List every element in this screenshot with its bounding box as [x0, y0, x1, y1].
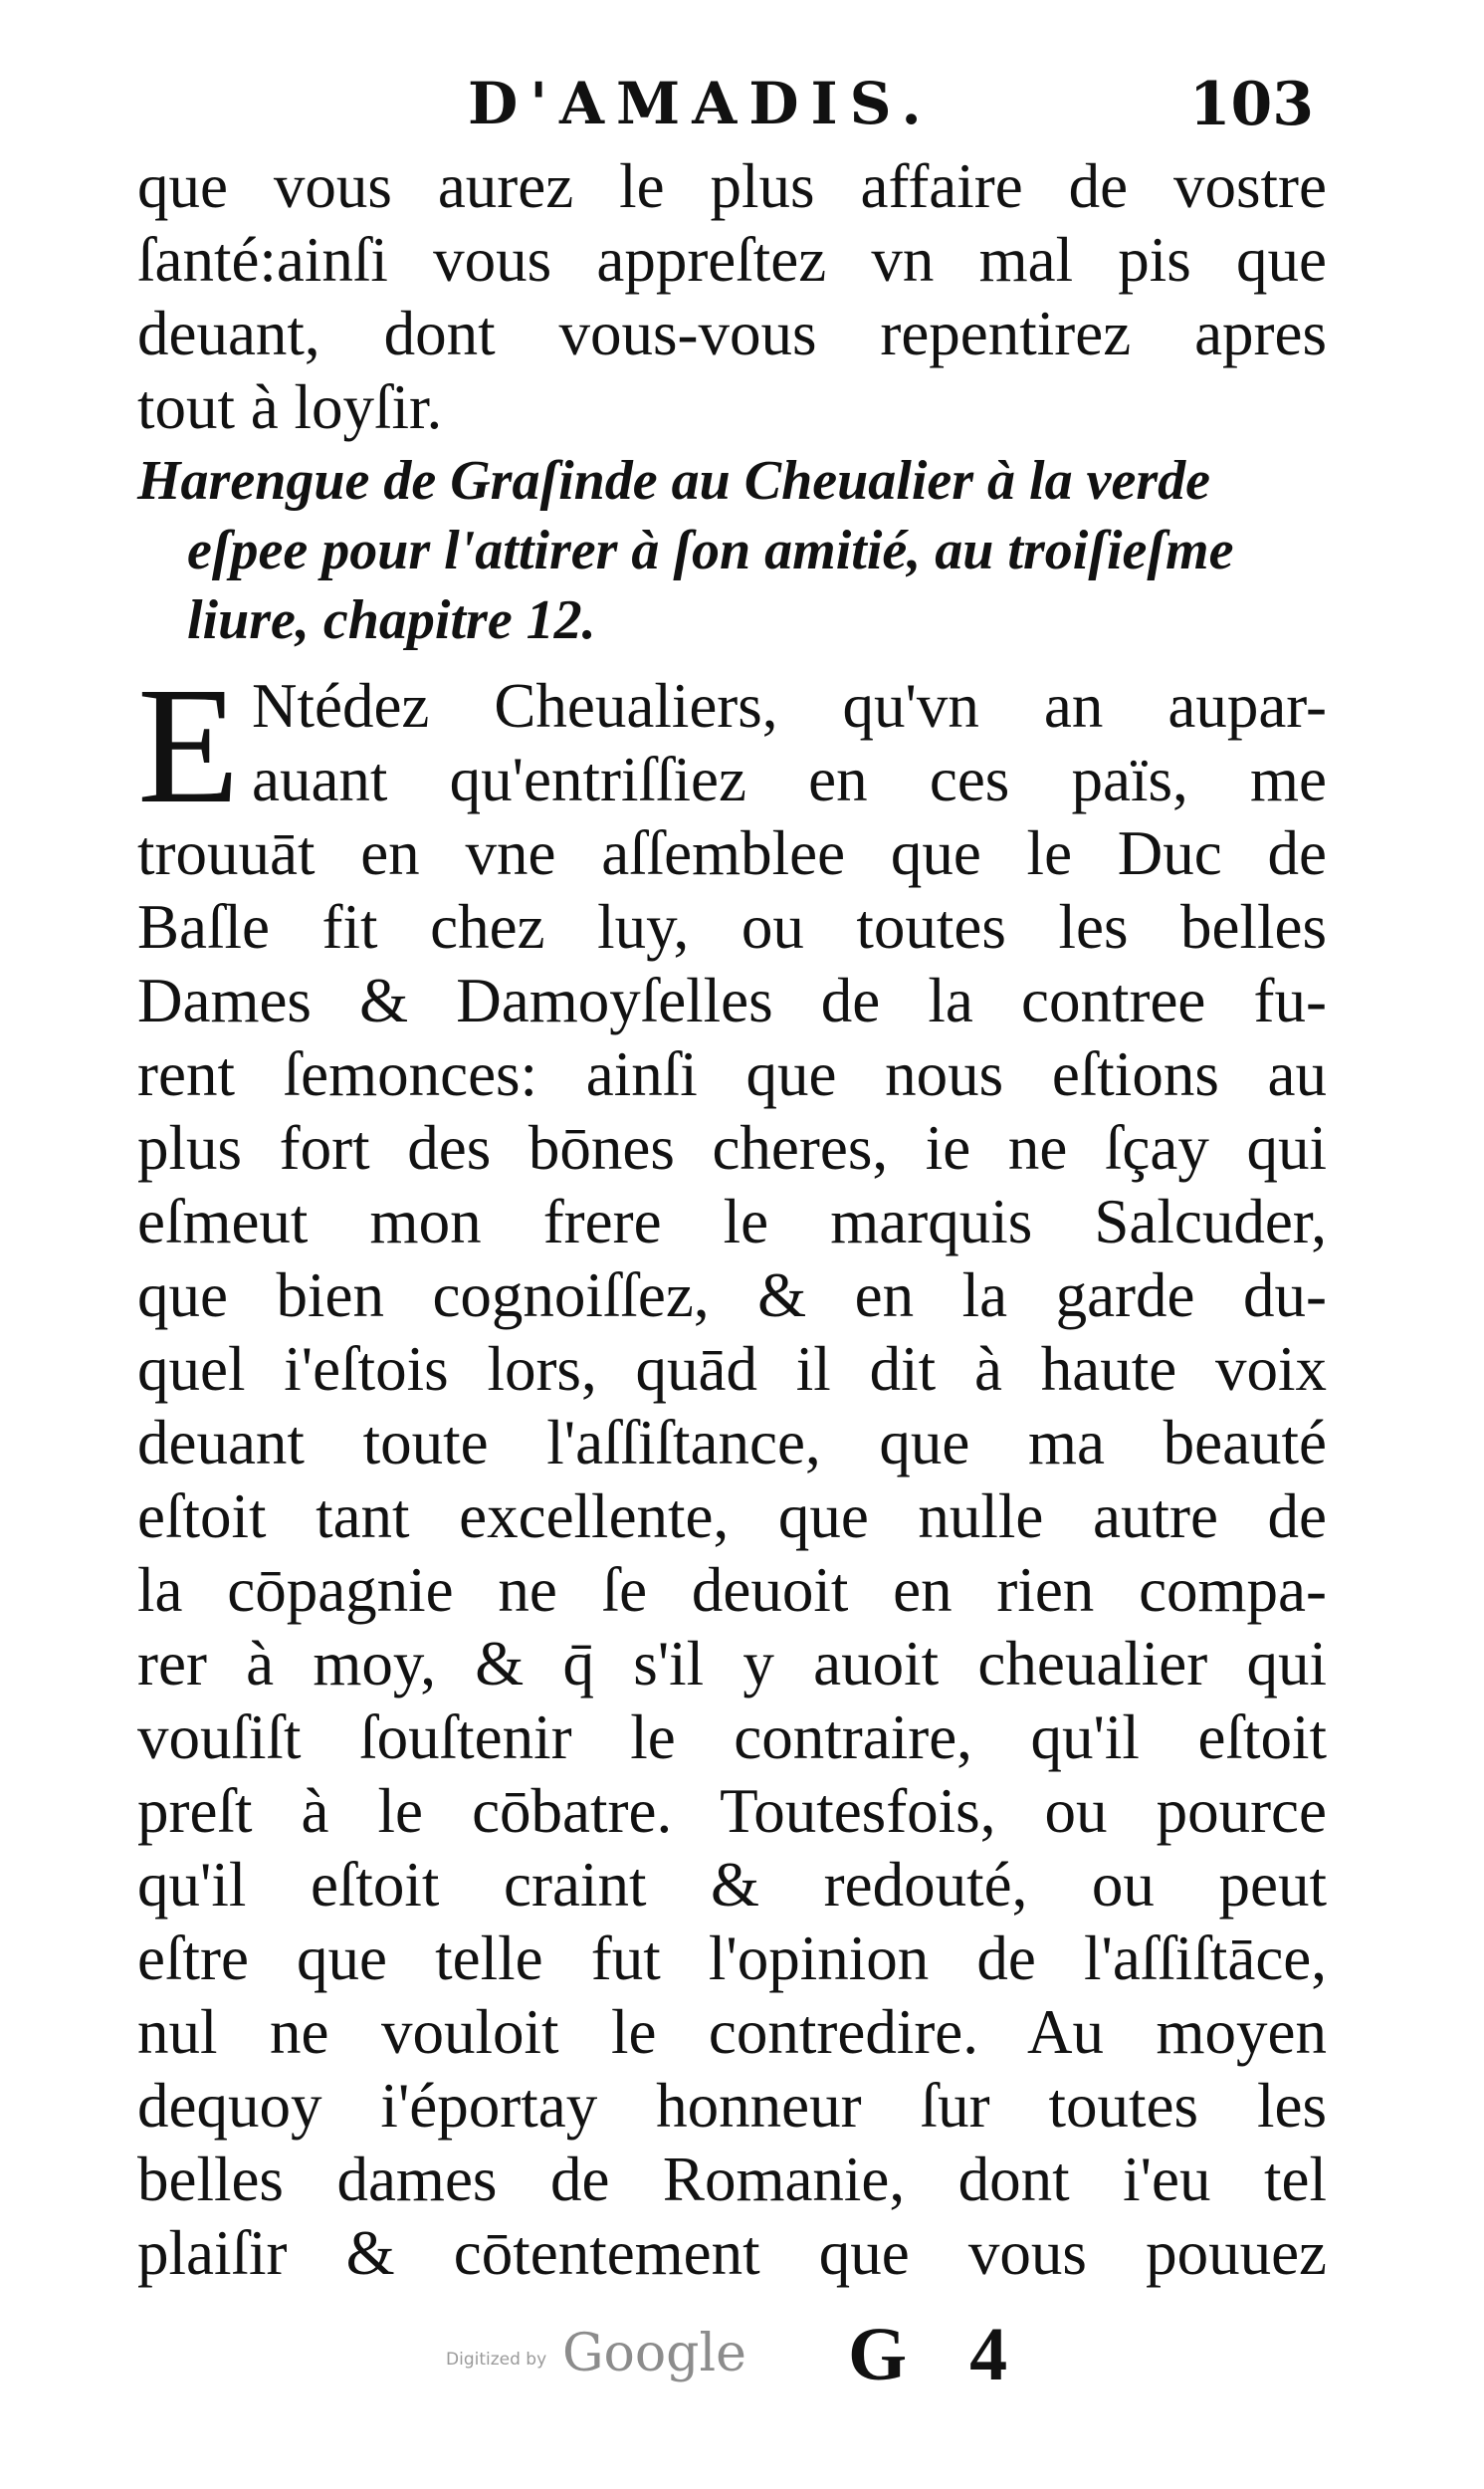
text-line: qu'il eſtoit craint & redouté, ou peut	[137, 1850, 1327, 1920]
text-line: Ntédez Cheualiers, qu'vn an aupar-	[252, 671, 1327, 741]
heading-line: eſpee pour l'attirer à ſon amitié, au troiſieſme	[187, 520, 1234, 581]
signature-mark: G 4	[848, 2313, 1008, 2396]
text-line: plaiſir & cōtentement que vous pouuez	[137, 2218, 1327, 2288]
text-line: rent ſemonces: ainſi que nous eſtions au	[137, 1039, 1327, 1109]
text-line: eſtoit tant excellente, que nulle autre de	[137, 1481, 1327, 1551]
text-line: deuant toute l'aſſiſtance, que ma beauté	[137, 1408, 1327, 1477]
page-footer	[0, 2310, 1484, 2429]
page-number: 103	[1188, 70, 1314, 139]
text-line: tout à loyſir.	[137, 372, 443, 442]
body-text	[137, 149, 1327, 2290]
drop-cap: E	[137, 653, 240, 838]
text-line: deuant, dont vous-vous repentirez apres	[137, 299, 1327, 368]
text-line: eſmeut mon frere le marquis Salcuder,	[137, 1187, 1327, 1256]
text-line: dequoy i'éportay honneur ſur toutes les	[137, 2071, 1327, 2141]
text-line: rer à moy, & q̄ s'il y auoit cheualier qui	[137, 1629, 1327, 1698]
text-line: vouſiſt ſouſtenir le contraire, qu'il eſtoit	[137, 1702, 1327, 1772]
text-line: que vous aurez le plus affaire de vostre	[137, 151, 1327, 221]
running-title: D'AMADIS.	[468, 70, 934, 137]
paragraph	[137, 653, 1327, 2290]
digitized-by-label: Digitized by	[446, 2350, 547, 2370]
text-line: belles dames de Romanie, dont i'eu tel	[137, 2145, 1327, 2214]
google-logo: Google	[562, 2324, 746, 2383]
text-line: Baſle fit chez luy, ou toutes les belles	[137, 892, 1327, 962]
text-line: eſtre que telle fut l'opinion de l'aſſiſtāce,	[137, 1923, 1327, 1993]
text-line: la cōpagnie ne ſe deuoit en rien compa-	[137, 1555, 1327, 1625]
section-heading	[137, 446, 1327, 655]
text-line: auant qu'entriſſiez en ces païs, me	[252, 745, 1327, 814]
text-line: trouuāt en vne aſſemblee que le Duc de	[137, 818, 1327, 888]
heading-line: liure, chapitre 12.	[187, 589, 596, 651]
text-line: plus fort des bōnes cheres, ie ne ſçay qui	[137, 1113, 1327, 1183]
page-header	[468, 70, 1314, 149]
text-line: nul ne vouloit le contredire. Au moyen	[137, 1997, 1327, 2067]
text-line: que bien cognoiſſez, & en la garde du-	[137, 1260, 1327, 1330]
text-line: preſt à le cōbatre. Toutesfois, ou pource	[137, 1776, 1327, 1846]
text-line: ſanté:ainſi vous appreſtez vn mal pis que	[137, 225, 1327, 295]
text-line: quel i'eſtois lors, quād il dit à haute voix	[137, 1334, 1327, 1404]
heading-line: Harengue de Graſinde au Cheualier à la verde	[137, 450, 1210, 512]
text-line: Dames & Damoyſelles de la contree fu-	[137, 966, 1327, 1035]
